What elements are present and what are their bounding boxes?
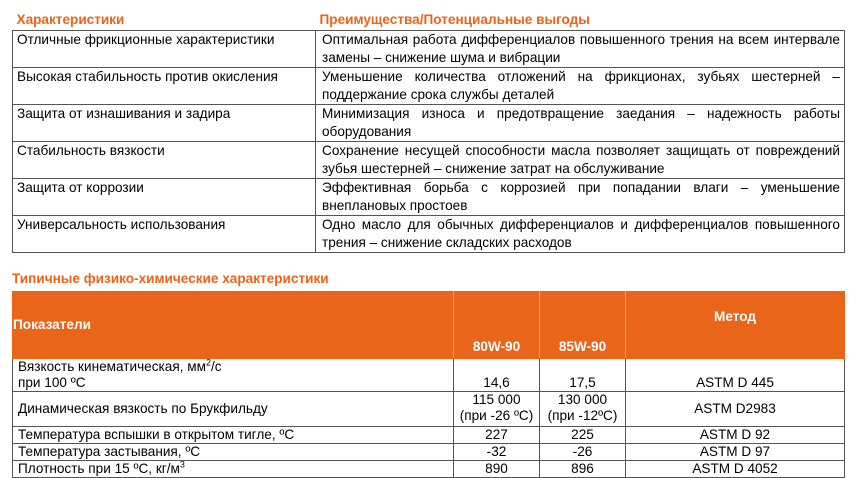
- table-row: [13, 444, 845, 461]
- features-header-col1: Характеристики: [13, 8, 316, 31]
- feature-cell: Защита от изнашивания и задира: [13, 105, 316, 142]
- value-cell: 17,5: [540, 359, 626, 392]
- method-cell: ASTM D 92: [626, 427, 845, 444]
- param-text: Вязкость кинематическая, мм: [18, 359, 206, 374]
- table-row: [13, 359, 845, 392]
- table-row: [13, 31, 845, 68]
- param-cell: Температура вспышки в открытом тигле, ºС: [13, 427, 454, 444]
- section-title: Типичные физико-химические характеристики: [12, 271, 329, 286]
- param-text-tail: /с: [210, 359, 222, 374]
- value-line2: (при -26 ºС): [459, 408, 534, 423]
- method-cell: ASTM D 97: [626, 444, 845, 461]
- specs-header-grade1: 80W-90: [454, 292, 540, 359]
- value-line1: 115 000: [472, 392, 521, 407]
- specs-header-method: Метод: [626, 292, 845, 359]
- benefit-cell: Эффективная борьба с коррозией при попадании влаги – уменьшение внеплановых простоев: [316, 179, 845, 216]
- table-row: [13, 216, 845, 253]
- value-cell: 227: [454, 427, 540, 444]
- param-cell: [13, 359, 454, 392]
- specs-header-param: Показатели: [13, 292, 454, 359]
- features-header-col2: Преимущества/Потенциальные выгоды: [316, 8, 845, 31]
- feature-cell: Защита от коррозии: [13, 179, 316, 216]
- feature-cell: Отличные фрикционные характеристики: [13, 31, 316, 68]
- specs-table: [12, 291, 845, 478]
- value-cell: -32: [454, 444, 540, 461]
- feature-cell: Высокая стабильность против окисления: [13, 68, 316, 105]
- benefit-cell: Уменьшение количества отложений на фрикционах, зубьях шестерней – поддержание срока службы деталей: [316, 68, 845, 105]
- specs-header-row: [13, 292, 845, 359]
- table-row: [13, 105, 845, 142]
- param-cell: Температура застывания, ºС: [13, 444, 454, 461]
- value-line2: (при -12ºС): [547, 408, 618, 423]
- param-sup: 2: [205, 357, 211, 368]
- value-cell: 896: [540, 461, 626, 478]
- table-row: [13, 142, 845, 179]
- feature-cell: Универсальность использования: [13, 216, 316, 253]
- method-cell: ASTM D 445: [626, 359, 845, 392]
- benefit-cell: Сохранение несущей способности масла позволяет защищать от повреждений зубья шестерней – снижение затрат на обслуживание: [316, 142, 845, 179]
- method-cell: ASTM D 4052: [626, 461, 845, 478]
- benefit-cell: Одно масло для обычных дифференциалов и дифференциалов повышенного трения – снижение складских расходов: [316, 216, 845, 253]
- param-sup: 3: [179, 459, 185, 470]
- value-cell: -26: [540, 444, 626, 461]
- param-text: Плотность при 15 ºС, кг/м: [18, 461, 180, 476]
- features-table: [12, 8, 845, 253]
- value-cell: [540, 392, 626, 427]
- param-text-line2: при 100 ºС: [18, 375, 86, 390]
- table-row: [13, 427, 845, 444]
- value-cell: 890: [454, 461, 540, 478]
- value-cell: [454, 392, 540, 427]
- specs-header-grade2: 85W-90: [540, 292, 626, 359]
- features-header-row: [13, 8, 845, 31]
- benefit-cell: Оптимальная работа дифференциалов повышенного трения на всем интервале замены – снижение шума и вибрации: [316, 31, 845, 68]
- method-cell: ASTM D2983: [626, 392, 845, 427]
- value-cell: 225: [540, 427, 626, 444]
- value-line1: 130 000: [557, 392, 608, 407]
- table-row: [13, 68, 845, 105]
- value-cell: 14,6: [454, 359, 540, 392]
- param-cell: Динамическая вязкость по Брукфильду: [13, 392, 454, 427]
- feature-cell: Стабильность вязкости: [13, 142, 316, 179]
- table-row: [13, 392, 845, 427]
- benefit-cell: Минимизация износа и предотвращение заедания – надежность работы оборудования: [316, 105, 845, 142]
- table-row: [13, 179, 845, 216]
